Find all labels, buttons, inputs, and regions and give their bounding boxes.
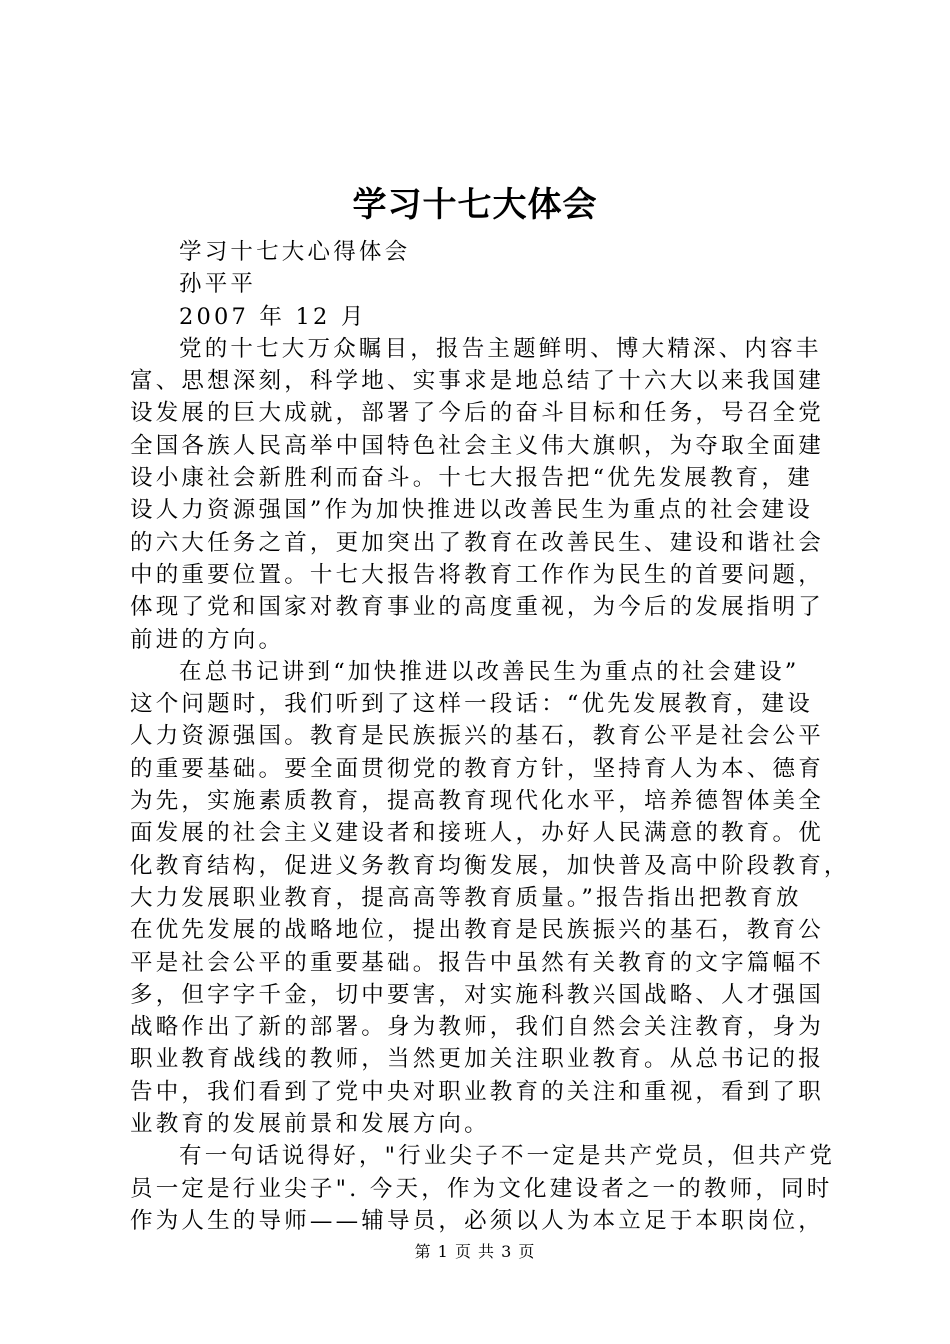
text-line: 员一定是行业尖子". 今天，作为文化建设者之一的教师，同时 bbox=[130, 1175, 833, 1202]
text-line: 告中，我们看到了党中央对职业教育的关注和重视，看到了职 bbox=[130, 1078, 824, 1105]
text-line: 平是社会公平的重要基础。报告中虽然有关教育的文字篇幅不 bbox=[130, 949, 824, 976]
document-title: 学习十七大体会 bbox=[352, 185, 598, 225]
document-body bbox=[130, 236, 850, 1237]
text-line: 多，但字字千金，切中要害，对实施科教兴国战略、人才强国 bbox=[130, 981, 824, 1008]
text-line: 中的重要位置。十七大报告将教育工作作为民生的首要问题， bbox=[130, 561, 824, 588]
text-line: 有一句话说得好，"行业尖子不一定是共产党员，但共产党 bbox=[179, 1143, 836, 1170]
text-line: 在优先发展的战略地位，提出教育是民族振兴的基石，教育公 bbox=[130, 917, 824, 944]
text-line: 面发展的社会主义建设者和接班人，办好人民满意的教育。优 bbox=[130, 820, 824, 847]
text-line: 人力资源强国。教育是民族振兴的基石，教育公平是社会公平 bbox=[130, 723, 824, 750]
text-line: 孙平平 bbox=[179, 271, 257, 298]
text-line: 的重要基础。要全面贯彻党的教育方针，坚持育人为本、德育 bbox=[130, 755, 824, 782]
text-line: 为先，实施素质教育，提高教育现代化水平，培养德智体美全 bbox=[130, 788, 824, 815]
text-line: 富、思想深刻，科学地、实事求是地总结了十六大以来我国建 bbox=[130, 368, 824, 395]
text-line: 设发展的巨大成就，部署了今后的奋斗目标和任务，号召全党 bbox=[130, 400, 824, 427]
text-line: 的六大任务之首，更加突出了教育在改善民生、建设和谐社会 bbox=[130, 529, 824, 556]
text-line: 化教育结构，促进义务教育均衡发展，加快普及高中阶段教育， bbox=[130, 852, 850, 879]
text-line: 全国各族人民高举中国特色社会主义伟大旗帜，为夺取全面建 bbox=[130, 432, 824, 459]
text-line: 战略作出了新的部署。身为教师，我们自然会关注教育，身为 bbox=[130, 1014, 824, 1041]
text-line: 这个问题时，我们听到了这样一段话：“优先发展教育，建设 bbox=[130, 691, 813, 718]
text-line: 2007 年 12 月 bbox=[179, 303, 367, 330]
text-line: 作为人生的导师——辅导员，必须以人为本立足于本职岗位， bbox=[130, 1207, 824, 1234]
text-line: 业教育的发展前景和发展方向。 bbox=[130, 1111, 490, 1138]
text-line: 党的十七大万众瞩目，报告主题鲜明、博大精深、内容丰 bbox=[179, 335, 822, 362]
text-line: 在总书记讲到“加快推进以改善民生为重点的社会建设” bbox=[179, 658, 800, 685]
text-line: 设小康社会新胜利而奋斗。十七大报告把“优先发展教育，建 bbox=[130, 465, 813, 492]
text-line: 前进的方向。 bbox=[130, 626, 285, 653]
text-line: 体现了党和国家对教育事业的高度重视，为今后的发展指明了 bbox=[130, 594, 824, 621]
text-line: 职业教育战线的教师，当然更加关注职业教育。从总书记的报 bbox=[130, 1046, 824, 1073]
text-line: 大力发展职业教育，提高高等教育质量。”报告指出把教育放 bbox=[130, 884, 802, 911]
page-footer: 第 1 页 共 3 页 bbox=[414, 1242, 536, 1261]
text-line: 设人力资源强国”作为加快推进以改善民生为重点的社会建设 bbox=[130, 497, 813, 524]
text-line: 学习十七大心得体会 bbox=[179, 239, 411, 265]
